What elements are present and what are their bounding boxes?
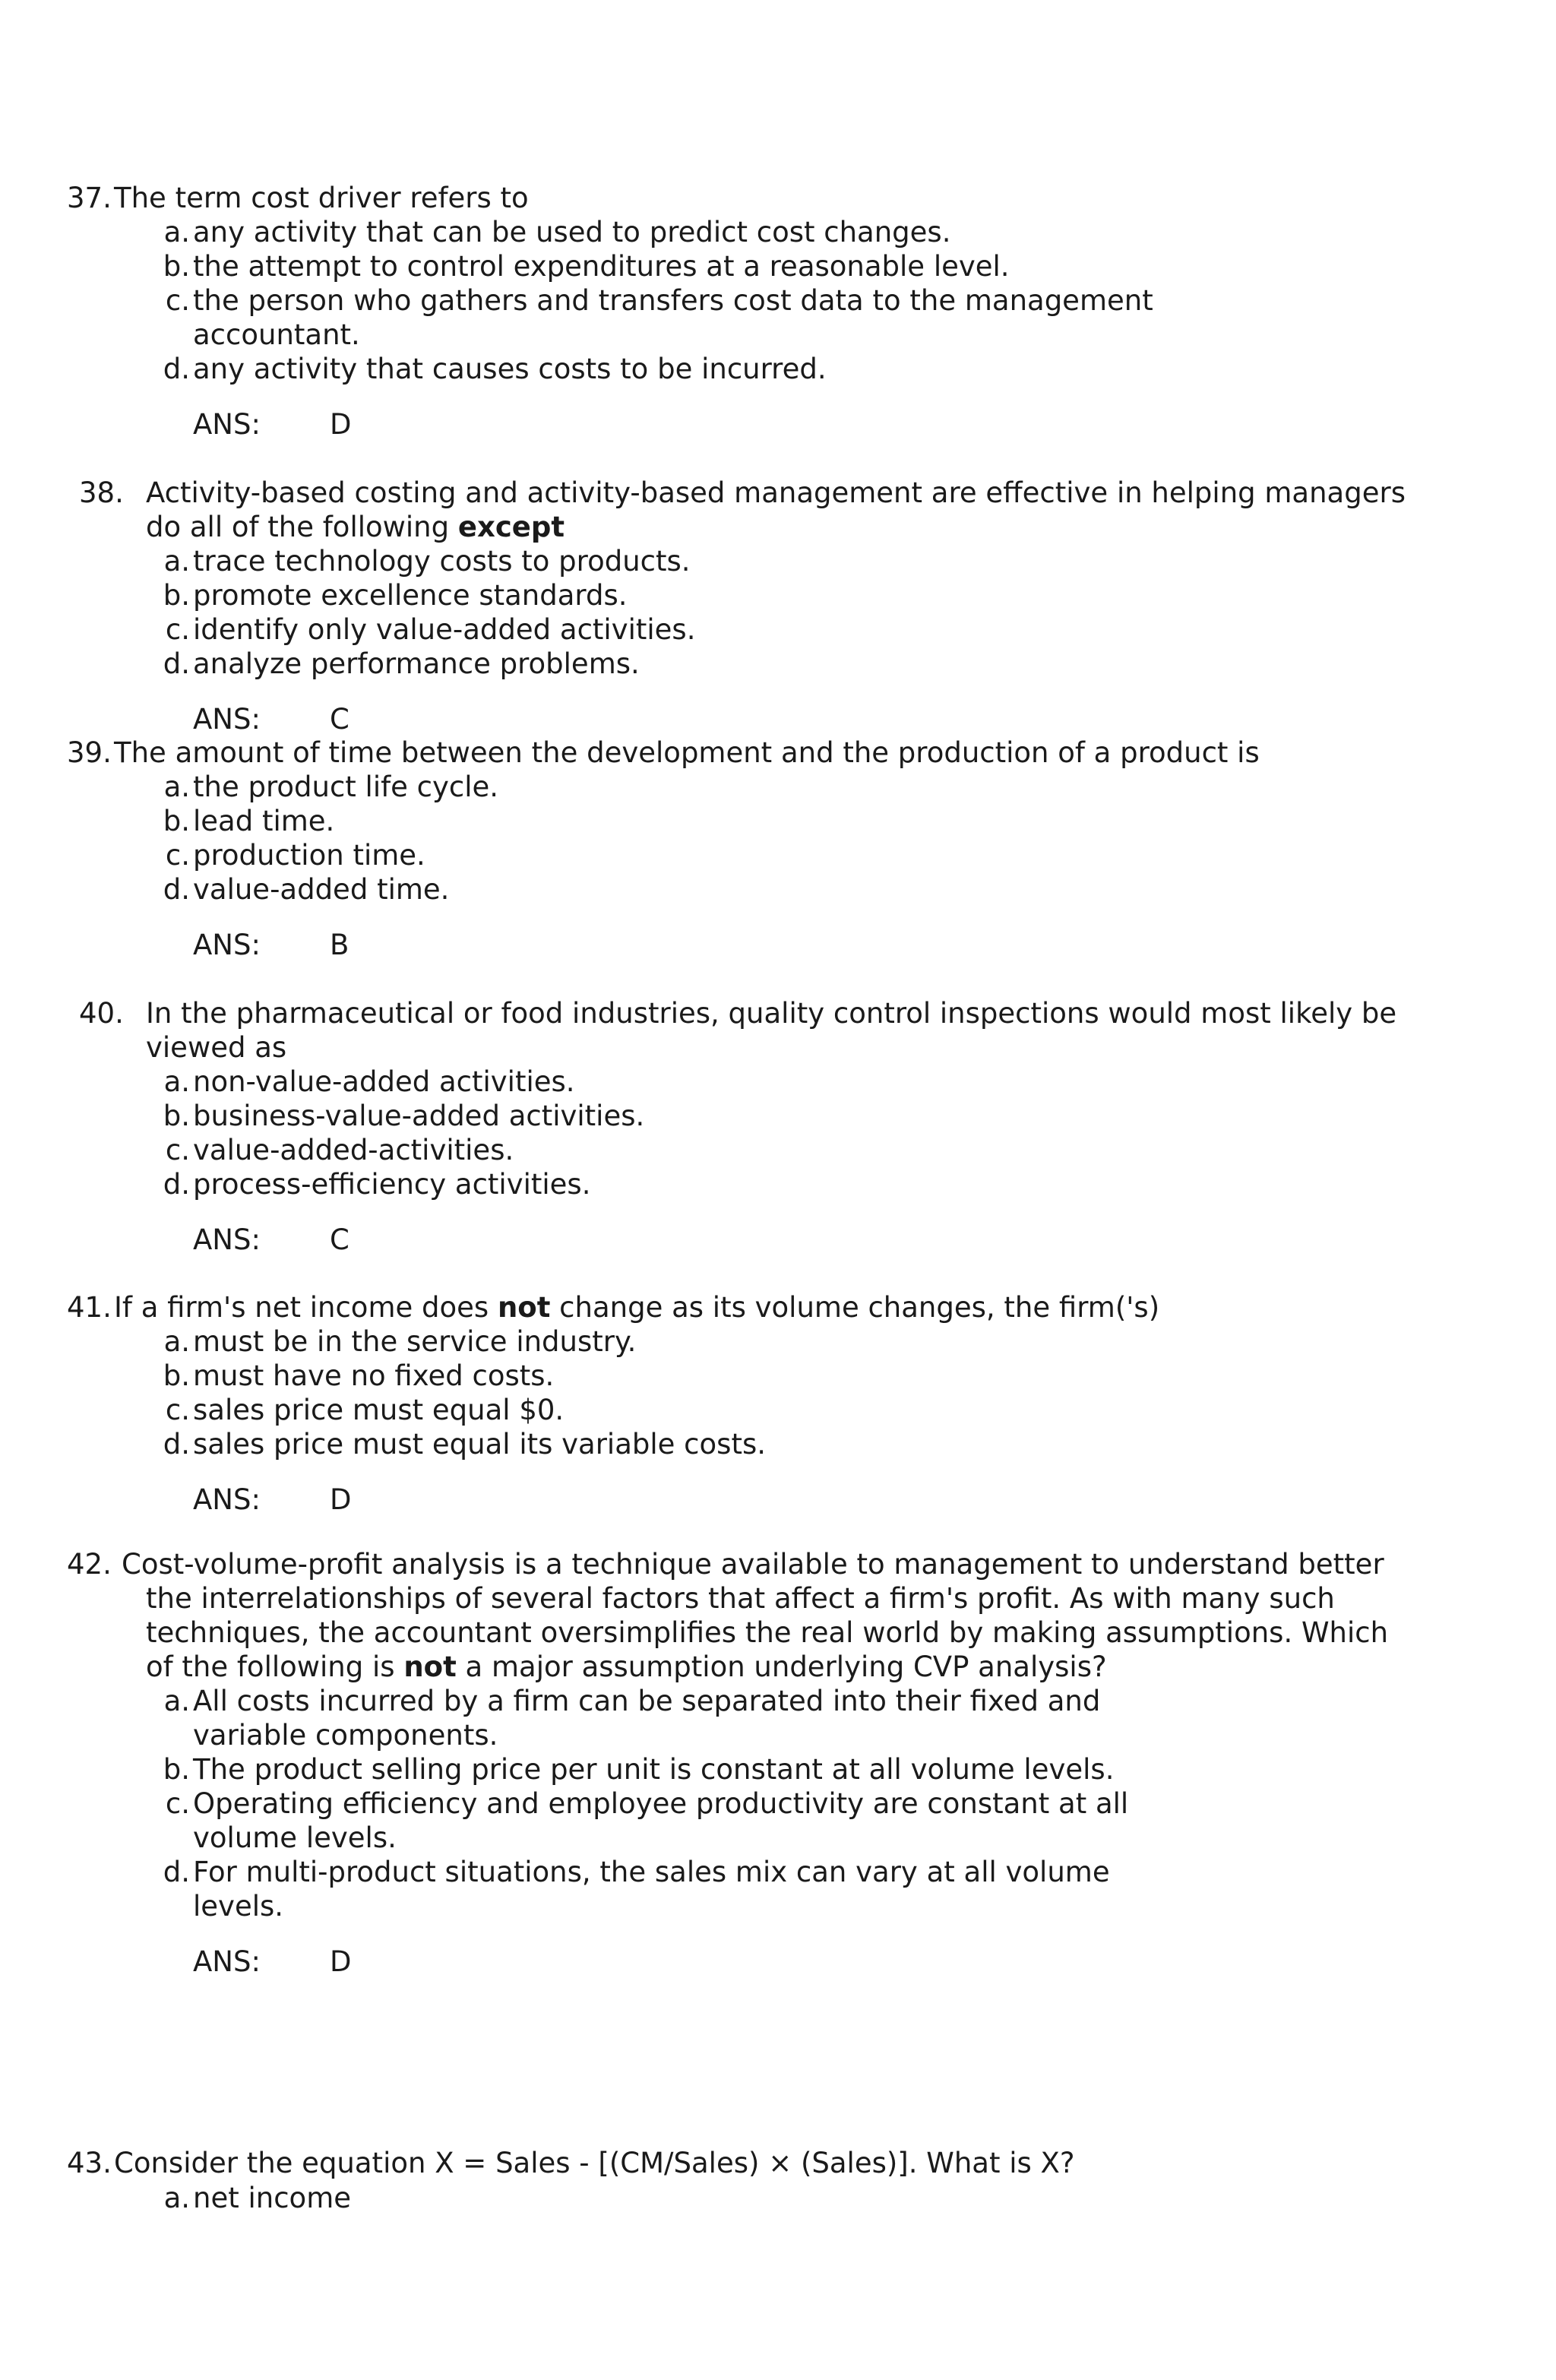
option-letter: d.	[163, 873, 190, 906]
stem-line: If a firm's net income does not change as its volume changes, the firm('s)	[114, 1291, 1160, 1324]
option-letter: d.	[163, 1168, 190, 1201]
option-text: lead time.	[193, 805, 335, 837]
question-number: 41.	[67, 1291, 112, 1324]
answer-value: D	[330, 408, 352, 441]
option-letter: a.	[163, 1065, 190, 1098]
option-text: any activity that can be used to predict cost changes.	[193, 216, 951, 248]
answer-label: ANS:	[193, 703, 261, 736]
question-number: 40.	[79, 997, 124, 1030]
question-number: 37.	[67, 182, 112, 214]
option-text: process-efficiency activities.	[193, 1168, 591, 1201]
option-text: accountant.	[193, 318, 360, 351]
option-letter: b.	[163, 579, 190, 612]
option-text: trace technology costs to products.	[193, 545, 691, 578]
option-text: any activity that causes costs to be incurred.	[193, 353, 827, 385]
stem-line: The term cost driver refers to	[114, 182, 529, 214]
option-text: sales price must equal $0.	[193, 1394, 565, 1426]
option-text: All costs incurred by a firm can be separated into their fixed and	[193, 1685, 1101, 1717]
answer-value: B	[330, 929, 349, 961]
question-number: 39.	[67, 736, 112, 769]
answer-label: ANS:	[193, 1945, 261, 1978]
stem-line: The amount of time between the development and the production of a product is	[114, 736, 1260, 769]
option-letter: b.	[163, 1753, 190, 1786]
option-text: the attempt to control expenditures at a reasonable level.	[193, 250, 1010, 283]
option-text: variable components.	[193, 1719, 498, 1752]
option-letter: c.	[165, 1787, 190, 1820]
option-text: the person who gathers and transfers cost data to the management	[193, 284, 1153, 317]
option-letter: d.	[163, 1856, 190, 1888]
option-letter: b.	[163, 1359, 190, 1392]
emphasis: not	[403, 1650, 457, 1683]
option-letter: a.	[163, 771, 190, 803]
option-letter: d.	[163, 647, 190, 680]
stem-line: of the following is not a major assumption underlying CVP analysis?	[146, 1650, 1107, 1683]
emphasis: not	[497, 1291, 551, 1324]
option-letter: b.	[163, 250, 190, 283]
option-text: promote excellence standards.	[193, 579, 628, 612]
answer-value: C	[330, 703, 349, 736]
option-letter: a.	[163, 1325, 190, 1358]
question-number: 42.	[67, 1548, 112, 1581]
emphasis: except	[457, 511, 565, 543]
option-text: levels.	[193, 1890, 284, 1923]
option-text: volume levels.	[193, 1821, 397, 1854]
option-text: value-added-activities.	[193, 1134, 514, 1166]
option-letter: c.	[165, 839, 190, 872]
option-text: sales price must equal its variable costs.	[193, 1428, 766, 1461]
option-text: must have no fixed costs.	[193, 1359, 555, 1392]
option-letter: c.	[165, 1394, 190, 1426]
answer-label: ANS:	[193, 1483, 261, 1516]
stem-line: Activity-based costing and activity-based management are effective in helping managers	[146, 476, 1406, 509]
option-text: analyze performance problems.	[193, 647, 640, 680]
option-letter: a.	[163, 1685, 190, 1717]
option-letter: a.	[163, 2182, 190, 2214]
option-letter: a.	[163, 216, 190, 248]
answer-label: ANS:	[193, 408, 261, 441]
option-letter: a.	[163, 545, 190, 578]
option-text: For multi-product situations, the sales mix can vary at all volume	[193, 1856, 1110, 1888]
option-letter: c.	[165, 284, 190, 317]
option-letter: b.	[163, 805, 190, 837]
option-text: must be in the service industry.	[193, 1325, 637, 1358]
option-text: business-value-added activities.	[193, 1100, 645, 1132]
option-text: production time.	[193, 839, 425, 872]
option-letter: b.	[163, 1100, 190, 1132]
option-text: The product selling price per unit is constant at all volume levels.	[193, 1753, 1115, 1786]
answer-label: ANS:	[193, 1223, 261, 1256]
answer-label: ANS:	[193, 929, 261, 961]
question-number: 43.	[67, 2147, 112, 2179]
option-letter: c.	[165, 1134, 190, 1166]
stem-line: Consider the equation X = Sales - [(CM/Sales) × (Sales)]. What is X?	[114, 2147, 1075, 2179]
answer-value: C	[330, 1223, 349, 1256]
stem-line: In the pharmaceutical or food industries, quality control inspections would most likely be	[146, 997, 1397, 1030]
option-text: value-added time.	[193, 873, 450, 906]
option-text: non-value-added activities.	[193, 1065, 575, 1098]
question-number: 38.	[79, 476, 124, 509]
stem-line: viewed as	[146, 1031, 287, 1064]
stem-line: techniques, the accountant oversimplifies the real world by making assumptions. Which	[146, 1616, 1389, 1649]
option-letter: d.	[163, 353, 190, 385]
option-text: identify only value-added activities.	[193, 613, 696, 646]
option-letter: c.	[165, 613, 190, 646]
answer-value: D	[330, 1483, 352, 1516]
stem-line: the interrelationships of several factors that affect a firm's profit. As with many such	[146, 1582, 1335, 1615]
option-text: net income	[193, 2182, 351, 2214]
option-text: the product life cycle.	[193, 771, 499, 803]
option-letter: d.	[163, 1428, 190, 1461]
stem-line: Cost-volume-profit analysis is a technique available to management to understand better	[122, 1548, 1384, 1581]
answer-value: D	[330, 1945, 352, 1978]
stem-line: do all of the following except	[146, 511, 565, 543]
option-text: Operating efficiency and employee productivity are constant at all	[193, 1787, 1129, 1820]
